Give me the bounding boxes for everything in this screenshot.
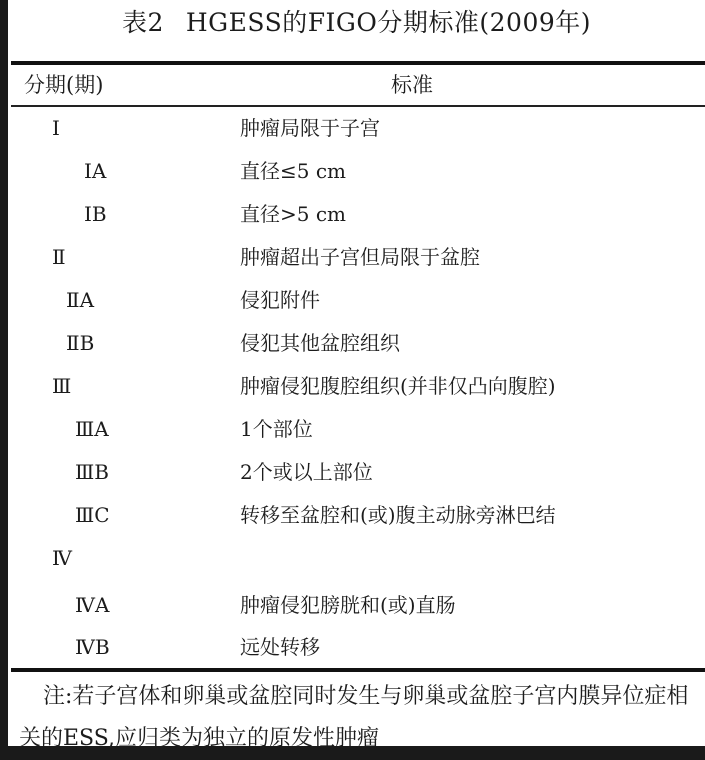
- criteria-cell: 直径>5 cm: [240, 202, 347, 226]
- table-title: HGESS的FIGO分期标准(2009年): [185, 8, 592, 37]
- table-row: [8, 199, 705, 242]
- bottom-rule: [11, 668, 705, 672]
- stage-cell: ⅢB: [75, 460, 109, 484]
- criteria-cell: 1个部位: [240, 417, 313, 441]
- table-row: [8, 285, 705, 328]
- criteria-cell: 肿瘤超出子宫但局限于盆腔: [240, 245, 480, 269]
- table-caption: [8, 6, 705, 40]
- table-row: [8, 371, 705, 414]
- header-rule: [11, 105, 705, 107]
- table-row: [8, 590, 705, 633]
- table-note: 注:若子宫体和卵巢或盆腔同时发生与卵巢或盆腔子宫内膜异位症相关的ESS,应归类为独立的原发性肿瘤: [19, 684, 689, 751]
- header-stage: 分期(期): [24, 73, 104, 97]
- criteria-cell: 2个或以上部位: [240, 460, 373, 484]
- table-row: [8, 457, 705, 500]
- criteria-cell: 肿瘤侵犯膀胱和(或)直肠: [240, 593, 456, 617]
- stage-cell: ⅡA: [66, 288, 95, 312]
- table-row: [8, 328, 705, 371]
- table-row: [8, 414, 705, 457]
- table-row: [8, 543, 705, 586]
- table-row: [8, 156, 705, 199]
- criteria-cell: 直径≤5 cm: [240, 159, 347, 183]
- stage-cell: Ⅱ: [52, 245, 66, 269]
- top-rule: [11, 61, 705, 65]
- stage-cell: Ⅲ: [52, 374, 72, 398]
- table-row: [8, 500, 705, 543]
- stage-cell: ⅡB: [66, 331, 95, 355]
- criteria-cell: 侵犯附件: [240, 288, 320, 312]
- criteria-cell: 侵犯其他盆腔组织: [240, 331, 400, 355]
- stage-cell: Ⅳ: [52, 546, 72, 570]
- stage-cell: ⅣA: [75, 593, 110, 617]
- stage-cell: ⅢA: [75, 417, 109, 441]
- criteria-cell: 肿瘤侵犯腹腔组织(并非仅凸向腹腔): [240, 374, 556, 398]
- header-criteria: 标准: [391, 73, 433, 97]
- stage-cell: ⅢC: [75, 503, 110, 527]
- table-row: [8, 242, 705, 285]
- stage-cell: ⅠB: [84, 202, 107, 226]
- table-number: 表2: [121, 8, 164, 37]
- criteria-cell: 肿瘤局限于子宫: [240, 116, 380, 140]
- table-row: [8, 113, 705, 156]
- stage-cell: ⅠA: [84, 159, 107, 183]
- criteria-cell: 远处转移: [240, 635, 320, 659]
- document-page: [8, 0, 705, 751]
- criteria-cell: 转移至盆腔和(或)腹主动脉旁淋巴结: [240, 503, 556, 527]
- stage-cell: Ⅰ: [52, 116, 60, 140]
- stage-cell: ⅣB: [75, 635, 110, 659]
